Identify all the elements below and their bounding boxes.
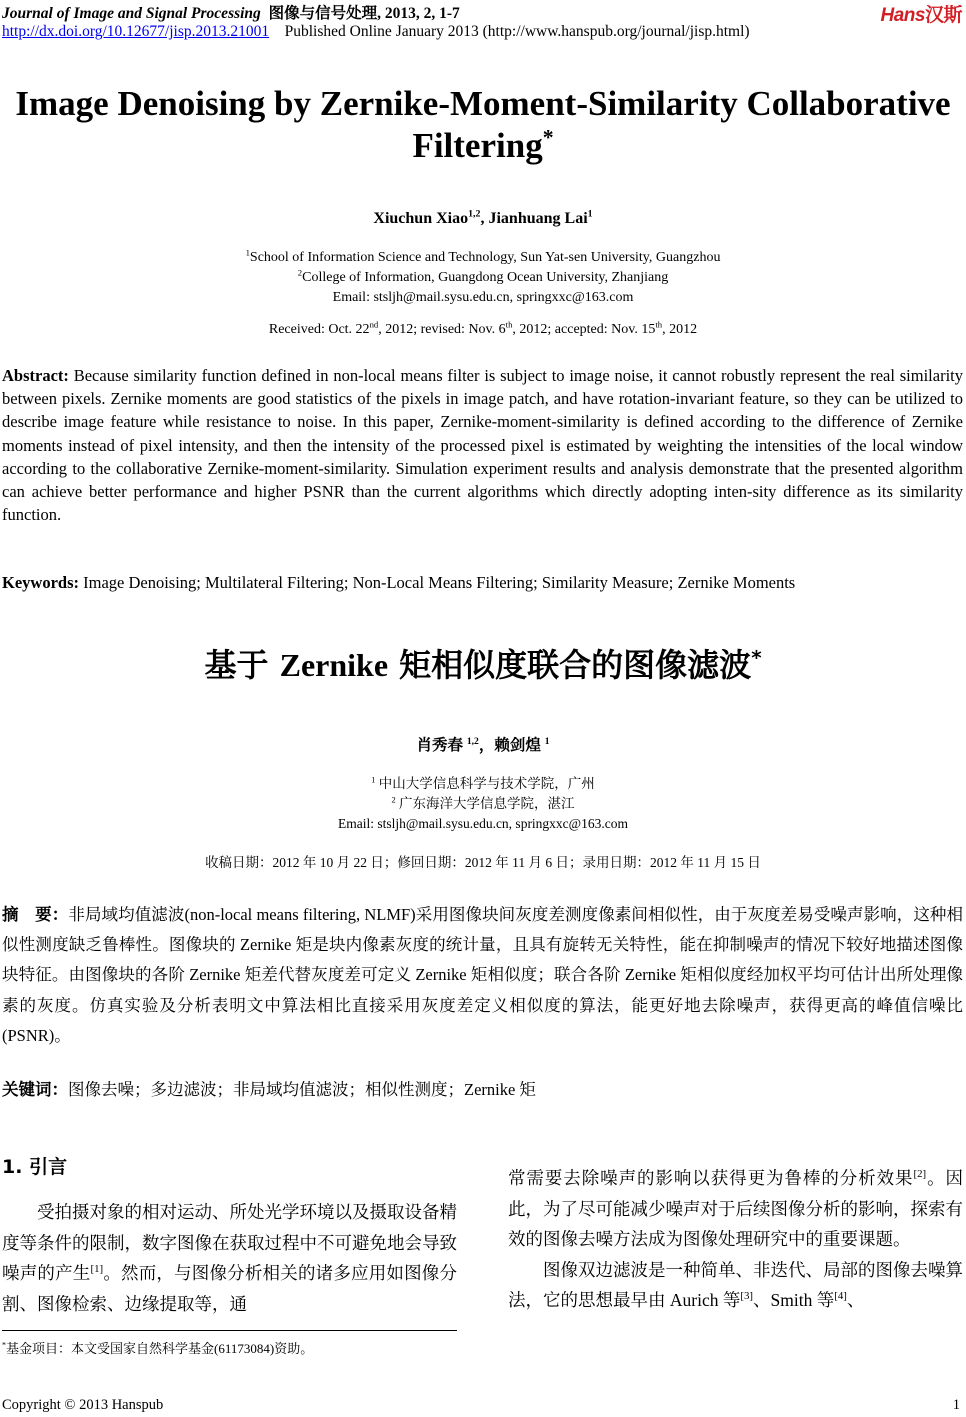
journal-cn-info: 图像与信号处理, 2013, 2, 1-7 <box>268 5 460 22</box>
abstract-label-cn: 摘 要： <box>2 905 69 924</box>
page-number: 1 <box>952 1397 960 1413</box>
paper-title-cn: 基于 Zernike 矩相似度联合的图像滤波* <box>204 646 762 684</box>
body-paragraph: 图像双边滤波是一种简单、非迭代、局部的图像去噪算法，它的思想最早由 Aurich 等[3]、Smith 等[4]、 <box>508 1259 963 1310</box>
title-footnote-mark: * <box>542 125 554 150</box>
paper-title-en: Image Denoising by Zernike-Moment-Similarity Collaborative Filtering* <box>15 84 951 165</box>
published-info: Published Online January 2013 (http://www.hanspub.org/journal/jisp.html) <box>284 23 750 40</box>
email-cn: Email: stsljh@mail.sysu.edu.cn, springxxc@163.com <box>338 816 628 831</box>
citation-ref[interactable]: [1] <box>90 1263 104 1276</box>
keywords-en: Keywords: Image Denoising; Multilateral Filtering; Non-Local Means Filtering; Similarity Measure; Zernike Moments <box>2 573 796 592</box>
doi-line <box>2 23 750 41</box>
abstract-label-en: Abstract: <box>2 366 69 385</box>
body-paragraph: 常需要去除噪声的影响以获得更为鲁棒的分析效果[2]。因此，为了尽可能减少噪声对于后续图像分析的影响，探索有效的图像去噪方法成为图像处理研究中的重要课题。 <box>508 1168 964 1249</box>
doi-link[interactable]: http://dx.doi.org/10.12677/jisp.2013.21001 <box>2 23 270 40</box>
body-column-right <box>508 1163 963 1316</box>
citation-ref[interactable]: [3] <box>740 1290 754 1303</box>
journal-header <box>2 1 460 23</box>
footnote-divider <box>2 1330 457 1331</box>
abstract-en: Abstract: Because similarity function defined in non-local means filter is subject to image noise, it cannot robustly represent the real similarity between pixels. Zernike moments are good statistics of the pixels in image patch, and have rotation-invariant feature, so they can be utilized to describe image feature while resistance to noise. In this paper, Zernike-moment-similarity is defined according to the difference of Zernike moments instead of pixel intensity, and then the intensity of the processed pixel is estimated by weighting the intensities of the local window according to the collaborative Zernike-moment-similarity. Simulation experiment results and analysis demonstrate that the presented algorithm can achieve better performance and higher PSNR than the current algorithms which directly adopting inten-sity difference as its similarity function. <box>2 366 963 525</box>
authors-cn: 肖秀春 $^{1,2}$，赖剑煌 $^1$ <box>416 735 550 754</box>
footnote: *基金项目：本文受国家自然科学基金(61173084)资助。 <box>2 1340 314 1356</box>
copyright: Copyright © 2013 Hanspub <box>2 1397 164 1413</box>
received-dates-cn: 收稿日期：2012 年 10 月 22 日；修回日期：2012 年 11 月 6 日；录用日期：2012 年 11 月 15 日 <box>205 855 761 870</box>
authors-en: Xiuchun Xiao$^{1,2}$, Jianhuang Lai$^1$ <box>373 208 593 227</box>
keywords-label-en: Keywords: <box>2 573 79 592</box>
affiliations-cn: $^1$ 中山大学信息科学与技术学院，广州 $^2$ 广东海洋大学信息学院，湛江 Email: stsljh@mail.sysu.edu.cn, springxxc@163.com <box>0 774 966 834</box>
keywords-label-cn: 关键词： <box>2 1080 68 1099</box>
email-en: Email: stsljh@mail.sysu.edu.cn, springxxc@163.com <box>332 290 634 305</box>
citation-ref[interactable]: [4] <box>834 1290 847 1303</box>
citation-ref[interactable]: [2] <box>913 1168 927 1181</box>
section-heading-introduction: 1. 引言 <box>2 1156 68 1178</box>
body-paragraph: 受拍摄对象的相对运动、所处光学环境以及摄取设备精度等条件的限制，数字图像在获取过程中不可避免地会导致噪声的产生[1]。然而，与图像分析相关的诸多应用如图像分割、图像检索、边缘提取等，通 <box>2 1202 457 1314</box>
hanspub-logo: Hans汉斯 <box>880 5 962 26</box>
abstract-cn: 摘 要：非局域均值滤波(non-local means filtering, NLMF)采用图像块间灰度差测度像素间相似性，由于灰度差易受噪声影响，这种相似性测度缺乏鲁棒性。图像块的 Zernike 矩是块内像素灰度的统计量，且具有旋转无关特性，能在抑制噪声的情况下较好地描述图像块特征。由图像块的各阶 Zernike 矩差代替灰度差可定义 Zernike 矩相似度；联合各阶 Zernike 矩相似度经加权平均可估计出所处理像素的灰度。仿真实验及分析表明文中算法相比直接采用灰度差定义相似度的算法，能更好地去除噪声，获得更高的峰值信噪比(PSNR)。 <box>2 905 964 1045</box>
affiliations-en: $^1$School of Information Science and Technology, Sun Yat-sen University, Guangzhou $^2$College of Information, Guangdong Ocean University, Zhanjiang Email: stsljh@mail.sysu.edu.cn, springxxc@163.com <box>0 248 966 308</box>
body-column-left <box>2 1197 457 1319</box>
received-dates-en: Received: Oct. 22nd, 2012; revised: Nov. 6th, 2012; accepted: Nov. 15th, 2012 <box>268 319 698 337</box>
journal-name: Journal of Image and Signal Processing <box>2 5 261 22</box>
keywords-cn: 关键词：图像去噪；多边滤波；非局域均值滤波；相似性测度；Zernike 矩 <box>2 1080 536 1099</box>
